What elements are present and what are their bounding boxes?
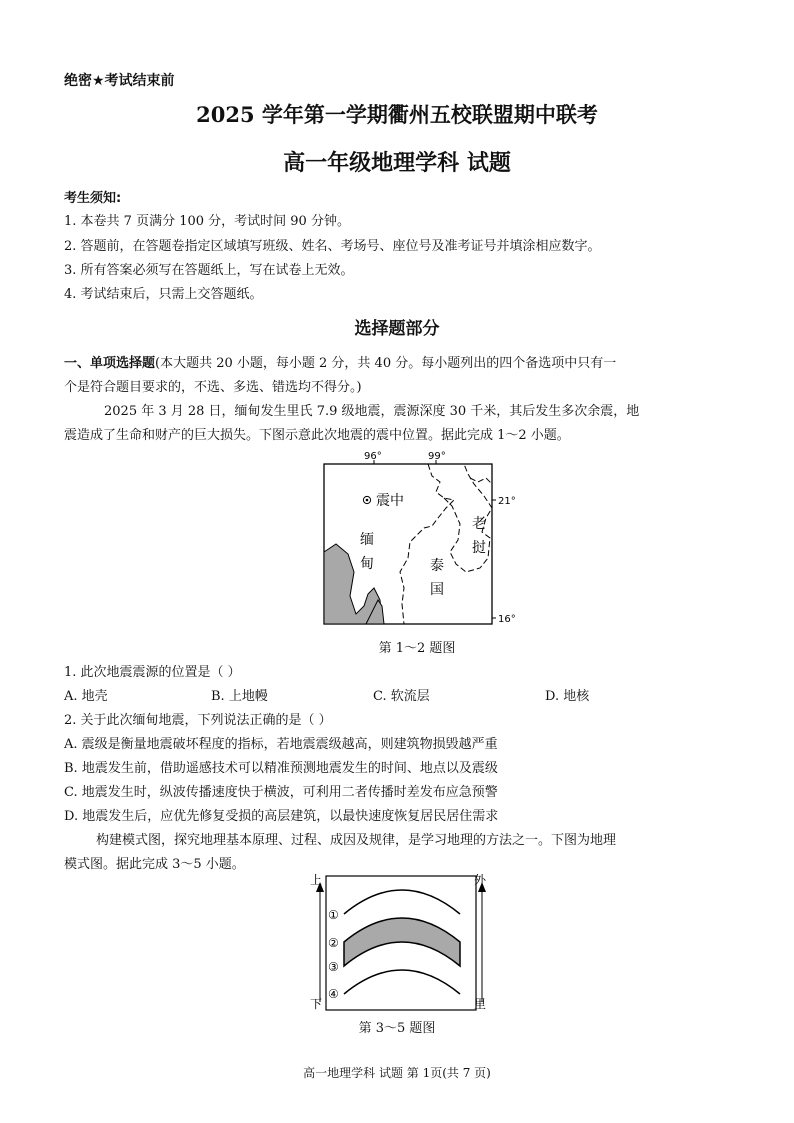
part-heading: 一、单项选择题 [64,356,156,371]
passage-line: 震造成了生命和财产的巨大损失。下图示意此次地震的震中位置。据此完成 1～2 小题。 [64,428,570,443]
epicenter-map [320,448,520,630]
section-title: 选择题部分 [354,319,440,339]
option-a: A. 地壳 [64,689,108,704]
passage-line: 构建模式图，探究地理基本原理、过程、成因及规律，是学习地理的方法之一。下图为地理 [96,833,617,848]
page-footer: 高一地理学科 试题 第 1页(共 7 页) [303,1066,491,1080]
epicenter-label: 震中 [376,493,404,509]
passage-line: 模式图。据此完成 3～5 小题。 [64,857,245,872]
label-up: 上 [310,873,323,887]
country-label-thailand: 国 [430,582,444,598]
notice-item: 1. 本卷共 7 页满分 100 分，考试时间 90 分钟。 [64,214,350,229]
part-instructions-line2: 个是符合题目要求的，不选、多选、错选均不得分。) [64,380,362,395]
option-c: C. 地震发生时，纵波传播速度快于横波，可利用二者传播时差发布应急预警 [64,785,498,800]
layer-label: ③ [328,960,339,974]
figure-caption: 第 3～5 题图 [358,1021,436,1036]
passage-line: 2025 年 3 月 28 日，缅甸发生里氏 7.9 级地震，震源深度 30 千米，其后发生多次余震，地 [104,404,640,419]
layer-label: ④ [328,987,339,1001]
label-inner: 里 [474,997,487,1011]
confidential-mark: 绝密★考试结束前 [64,73,175,89]
question-stem: 2. 关于此次缅甸地震，下列说法正确的是（ ） [64,713,332,728]
country-label-thailand: 泰 [430,558,444,574]
notice-item: 3. 所有答案必须写在答题纸上，写在试卷上无效。 [64,263,354,278]
label-down: 下 [310,997,323,1011]
part-desc: (本大题共 20 小题，每小题 2 分，共 40 分。每小题列出的四个备选项中只有一 [155,356,617,371]
notice-item: 4. 考试结束后，只需上交答题纸。 [64,287,263,302]
option-a: A. 震级是衡量地震破坏程度的指标，若地震震级越高，则建筑物损毁越严重 [64,737,498,752]
geography-model-diagram [306,870,496,1014]
country-label-laos: 老 [472,516,486,532]
option-d: D. 地核 [545,689,590,704]
layer-label: ① [328,908,339,922]
option-b: B. 地震发生前，借助遥感技术可以精准预测地震发生的时间、地点以及震级 [64,761,498,776]
lon-label: 99° [428,451,446,462]
lat-label: 16° [498,614,516,625]
notice-heading: 考生须知: [64,191,122,206]
exam-subtitle: 高一年级地理学科 试题 [283,150,511,176]
label-outer: 外 [474,873,487,887]
option-d: D. 地震发生后，应优先修复受损的高层建筑，以最快速度恢复居民居住需求 [64,809,499,824]
part-instructions-line1 [64,352,616,371]
country-label-myanmar: 甸 [360,556,374,572]
lon-label: 96° [364,451,382,462]
exam-title: 2025 学年第一学期衢州五校联盟期中联考 [196,102,598,127]
country-label-laos: 挝 [472,540,486,556]
option-c: C. 软流层 [373,689,430,704]
option-b: B. 上地幔 [211,689,268,704]
lat-label: 21° [498,496,516,507]
notice-item: 2. 答题前，在答题卷指定区域填写班级、姓名、考场号、座位号及准考证号并填涂相应数字。 [64,239,601,254]
layer-label: ② [328,936,339,950]
figure-caption: 第 1～2 题图 [378,641,456,656]
question-stem: 1. 此次地震震源的位置是（ ） [64,665,241,680]
country-label-myanmar: 缅 [360,532,374,548]
